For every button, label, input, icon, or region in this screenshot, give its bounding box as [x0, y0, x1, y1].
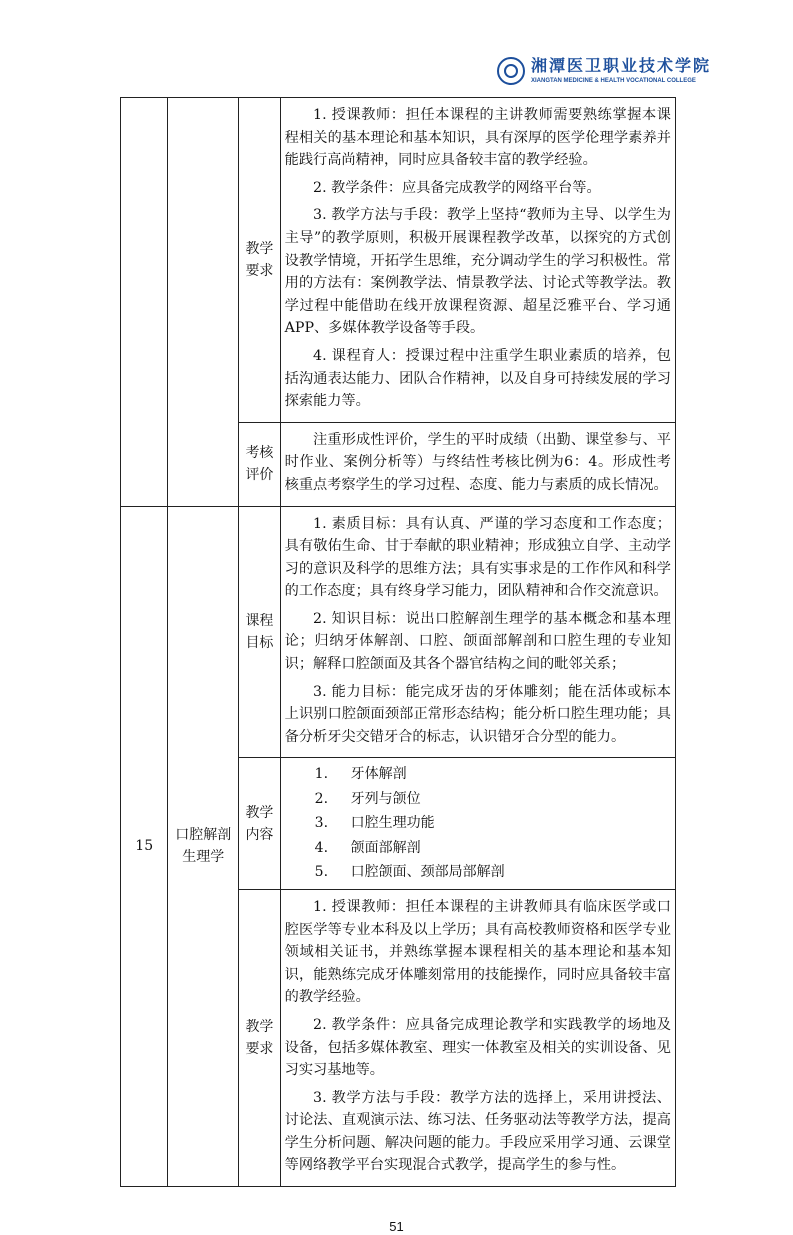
label-line: 教学	[245, 1019, 274, 1035]
assessment-cell	[280, 422, 675, 506]
page-body	[120, 97, 676, 1235]
label-line: 目标	[245, 634, 274, 651]
item-number: 3.	[314, 815, 329, 832]
list-item	[285, 860, 671, 885]
paragraph: 3. 教学方法与手段：教学方法的选择上，采用讲授法、讨论法、直观演示法、练习法、任务驱动法等教学方法，提高学生分析问题、解决问题的能力。手段应采用学习通、云课堂等网络教学平台实现混合式教学，提高学生的参与性。	[284, 1089, 671, 1174]
item-text: 口腔颌面、颈部局部解剖	[350, 864, 505, 881]
list-item	[285, 811, 671, 836]
item-text: 颌面部解剖	[350, 839, 421, 856]
paragraph: 2. 教学条件：应具备完成教学的网络平台等。	[313, 179, 601, 196]
item-number: 4.	[314, 839, 329, 856]
school-name-en: XIANGTAN MEDICINE & HEALTH VOCATIONAL COLLEGE	[531, 78, 696, 84]
school-name-cn: 湘潭医卫职业技术学院	[531, 56, 712, 75]
label-line: 教学	[245, 804, 274, 821]
paragraph: 4. 课程育人：授课过程中注重学生职业素质的培养，包括沟通表达能力、团队合作精神，以及自身可持续发展的学习探索能力等。	[284, 347, 671, 410]
course-table	[120, 97, 676, 1187]
table-row	[121, 98, 676, 423]
page-number: 51	[389, 1219, 404, 1235]
label-line: 评价	[245, 467, 274, 484]
item-text: 牙列与颌位	[350, 790, 421, 807]
list-item	[285, 836, 671, 861]
label-line: 课程	[245, 612, 274, 629]
teaching-requirements-cell	[280, 889, 675, 1186]
course-number-cell: 15	[121, 506, 168, 1187]
paragraph: 3. 能力目标：能完成牙齿的牙体雕刻；能在活体或标本上识别口腔颌面颈部正常形态结构；能分析口腔生理功能；具备分析牙尖交错牙合的标志，认识错牙合分型的能力。	[284, 683, 671, 745]
item-text: 牙体解剖	[350, 766, 407, 783]
paragraph: 3. 教学方法与手段：教学上坚持“教师为主导、以学生为主导”的教学原则，积极开展课程教学改革，以探究的方式创设教学情境，开拓学生思维，充分调动学生的学习积极性。常用的方法有：案例教学法、情景教学法、讨论式等教学法。教学过程中能借助在线开放课程资源、超星泛雅平台、学习通APP、多媒体教学设备等手段。	[284, 207, 671, 337]
item-number: 2.	[314, 790, 329, 807]
table-row	[121, 506, 676, 758]
course-number-cell	[121, 98, 168, 507]
list-item	[285, 787, 671, 812]
teaching-content-cell	[280, 758, 675, 890]
item-number: 1.	[314, 766, 329, 783]
school-logo	[497, 56, 711, 86]
label-line: 内容	[245, 826, 274, 843]
course-name-cell	[168, 98, 239, 507]
paragraph: 1. 授课教师：担任本课程的主讲教师需要熟练掌握本课程相关的基本理论和基本知识，具有深厚的医学伦理学素养并能践行高尚精神，同时应具备较丰富的教学经验。	[284, 107, 671, 169]
course-name-line: 口腔解剖	[175, 827, 232, 844]
paragraph: 2. 教学条件：应具备完成理论教学和实践教学的场地及设备，包括多媒体教室、理实一体教室及相关的实训设备、见习实习基地等。	[284, 1016, 671, 1079]
row-label	[239, 98, 280, 423]
school-name	[531, 56, 711, 86]
paragraph: 1. 素质目标：具有认真、严谨的学习态度和工作态度；具有敬佑生命、甘于奉献的职业精神；形成独立自学、主动学习的意识及科学的思维方法；具有实事求是的工作作风和科学的工作态度；具有终身学习能力，团队精神和合作交流意识。	[284, 515, 671, 600]
row-label	[239, 422, 280, 506]
row-label	[239, 889, 280, 1186]
item-text: 口腔生理功能	[350, 815, 435, 832]
row-label	[239, 758, 280, 890]
label-line: 要求	[245, 262, 274, 279]
course-name-cell	[168, 506, 239, 1187]
row-label	[239, 506, 280, 758]
course-goals-cell	[280, 506, 675, 758]
list-item	[285, 762, 671, 787]
teaching-requirements-cell	[280, 98, 675, 423]
paragraph: 注重形成性评价，学生的平时成绩（出勤、课堂参与、平时作业、案例分析等）与终结性考核比例为6：4。形成性考核重点考察学生的学习过程、态度、能力与素质的成长情况。	[284, 431, 671, 493]
label-line: 要求	[245, 1041, 274, 1057]
school-seal-icon	[497, 57, 525, 85]
item-number: 5.	[314, 864, 329, 881]
paragraph: 2. 知识目标：说出口腔解剖生理学的基本概念和基本理论；归纳牙体解剖、口腔、颌面部解剖和口腔生理的专业知识；解释口腔颌面及其各个器官结构之间的毗邻关系；	[284, 610, 671, 673]
paragraph: 1. 授课教师：担任本课程的主讲教师具有临床医学或口腔医学等专业本科及以上学历；具有高校教师资格和医学专业领域相关证书，并熟练掌握本课程相关的基本理论和基本知识，能熟练完成牙体雕刻常用的技能操作，同时应具备较丰富的教学经验。	[284, 898, 671, 1006]
label-line: 教学	[245, 240, 274, 257]
label-line: 考核	[245, 445, 274, 462]
course-name-line: 生理学	[182, 849, 225, 866]
